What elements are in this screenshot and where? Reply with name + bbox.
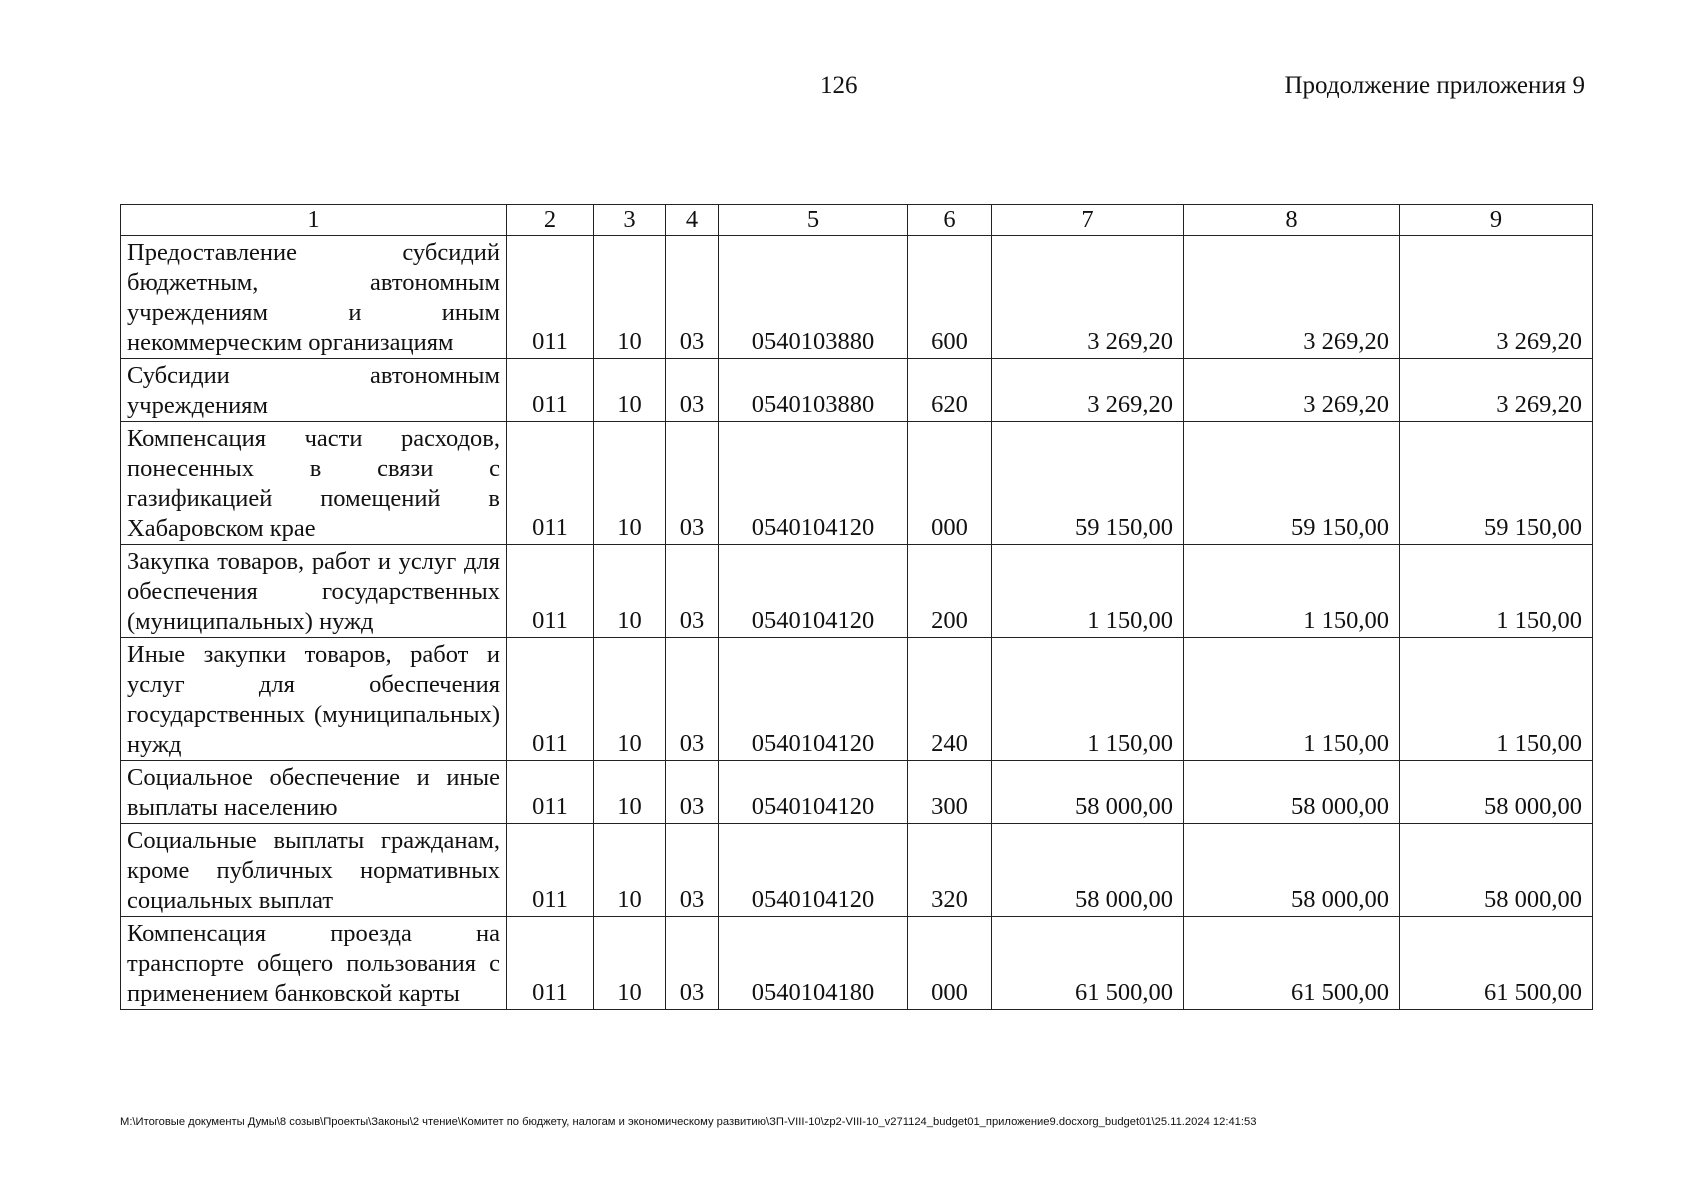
- target-article-code: 0540104120: [719, 545, 908, 638]
- subsection-code: 03: [666, 359, 719, 422]
- column-number: 5: [719, 205, 908, 236]
- target-article-code: 0540104120: [719, 422, 908, 545]
- amount-col7: 3 269,20: [992, 236, 1184, 359]
- amount-col7: 1 150,00: [992, 545, 1184, 638]
- file-path-footer: M:\Итоговые документы Думы\8 созыв\Проекты\Законы\2 чтение\Комитет по бюджету, налогам и экономическому развитию\ЗП-VIII-10\zp2-VIII-10_v271124_budget01_приложение9.docxorg_budget01\25.11.2024 12:41:53: [120, 1116, 1257, 1128]
- expense-type-code: 620: [908, 359, 992, 422]
- subsection-code: 03: [666, 545, 719, 638]
- subsection-code: 03: [666, 824, 719, 917]
- amount-col8: 59 150,00: [1184, 422, 1400, 545]
- section-code: 10: [594, 917, 666, 1010]
- ministry-code: 011: [507, 359, 594, 422]
- column-number: 8: [1184, 205, 1400, 236]
- amount-col8: 58 000,00: [1184, 824, 1400, 917]
- subsection-code: 03: [666, 422, 719, 545]
- subsection-code: 03: [666, 236, 719, 359]
- amount-col8: 1 150,00: [1184, 638, 1400, 761]
- column-number: 6: [908, 205, 992, 236]
- expense-type-code: 000: [908, 422, 992, 545]
- amount-col8: 3 269,20: [1184, 236, 1400, 359]
- amount-col9: 58 000,00: [1400, 761, 1593, 824]
- section-code: 10: [594, 422, 666, 545]
- expense-type-code: 240: [908, 638, 992, 761]
- column-number: 3: [594, 205, 666, 236]
- target-article-code: 0540104120: [719, 761, 908, 824]
- table-row: [121, 422, 1593, 545]
- section-code: 10: [594, 761, 666, 824]
- expense-name: Компенсация проезда на транспорте общего пользования с применением банковской карты: [121, 917, 507, 1010]
- ministry-code: 011: [507, 422, 594, 545]
- expense-name: Компенсация части расходов, понесенных в связи с газификацией помещений в Хабаровском крае: [121, 422, 507, 545]
- target-article-code: 0540103880: [719, 236, 908, 359]
- ministry-code: 011: [507, 236, 594, 359]
- amount-col7: 59 150,00: [992, 422, 1184, 545]
- budget-table: [120, 204, 1593, 1010]
- amount-col9: 58 000,00: [1400, 824, 1593, 917]
- subsection-code: 03: [666, 917, 719, 1010]
- amount-col8: 58 000,00: [1184, 761, 1400, 824]
- column-number: 2: [507, 205, 594, 236]
- target-article-code: 0540104120: [719, 824, 908, 917]
- amount-col9: 61 500,00: [1400, 917, 1593, 1010]
- expense-name: Иные закупки товаров, работ и услуг для обеспечения государственных (муниципальных) нужд: [121, 638, 507, 761]
- section-code: 10: [594, 824, 666, 917]
- amount-col9: 59 150,00: [1400, 422, 1593, 545]
- column-number: 7: [992, 205, 1184, 236]
- table-row: [121, 545, 1593, 638]
- ministry-code: 011: [507, 638, 594, 761]
- amount-col7: 1 150,00: [992, 638, 1184, 761]
- expense-name: Закупка товаров, работ и услуг для обеспечения государственных (муниципальных) нужд: [121, 545, 507, 638]
- section-code: 10: [594, 236, 666, 359]
- target-article-code: 0540103880: [719, 359, 908, 422]
- subsection-code: 03: [666, 638, 719, 761]
- amount-col7: 58 000,00: [992, 824, 1184, 917]
- amount-col7: 3 269,20: [992, 359, 1184, 422]
- amount-col8: 3 269,20: [1184, 359, 1400, 422]
- table-row: [121, 359, 1593, 422]
- ministry-code: 011: [507, 761, 594, 824]
- expense-type-code: 300: [908, 761, 992, 824]
- page-number: 126: [820, 72, 858, 99]
- column-number: 4: [666, 205, 719, 236]
- amount-col9: 1 150,00: [1400, 638, 1593, 761]
- table-row: [121, 638, 1593, 761]
- continuation-caption: Продолжение приложения 9: [1284, 72, 1585, 99]
- expense-type-code: 200: [908, 545, 992, 638]
- expense-name: Субсидии автономным учреждениям: [121, 359, 507, 422]
- expense-name: Социальное обеспечение и иные выплаты населению: [121, 761, 507, 824]
- column-number: 1: [121, 205, 507, 236]
- expense-type-code: 320: [908, 824, 992, 917]
- target-article-code: 0540104120: [719, 638, 908, 761]
- column-number: 9: [1400, 205, 1593, 236]
- table-row: [121, 236, 1593, 359]
- expense-name: Предоставление субсидий бюджетным, автономным учреждениям и иным некоммерческим организациям: [121, 236, 507, 359]
- table-row: [121, 917, 1593, 1010]
- column-number-row: [121, 205, 1593, 236]
- expense-type-code: 600: [908, 236, 992, 359]
- table-row: [121, 824, 1593, 917]
- amount-col8: 1 150,00: [1184, 545, 1400, 638]
- ministry-code: 011: [507, 917, 594, 1010]
- subsection-code: 03: [666, 761, 719, 824]
- section-code: 10: [594, 638, 666, 761]
- amount-col9: 3 269,20: [1400, 236, 1593, 359]
- amount-col9: 1 150,00: [1400, 545, 1593, 638]
- amount-col9: 3 269,20: [1400, 359, 1593, 422]
- amount-col7: 58 000,00: [992, 761, 1184, 824]
- target-article-code: 0540104180: [719, 917, 908, 1010]
- table-row: [121, 761, 1593, 824]
- amount-col8: 61 500,00: [1184, 917, 1400, 1010]
- ministry-code: 011: [507, 545, 594, 638]
- expense-name: Социальные выплаты гражданам, кроме публичных нормативных социальных выплат: [121, 824, 507, 917]
- ministry-code: 011: [507, 824, 594, 917]
- section-code: 10: [594, 545, 666, 638]
- expense-type-code: 000: [908, 917, 992, 1010]
- amount-col7: 61 500,00: [992, 917, 1184, 1010]
- section-code: 10: [594, 359, 666, 422]
